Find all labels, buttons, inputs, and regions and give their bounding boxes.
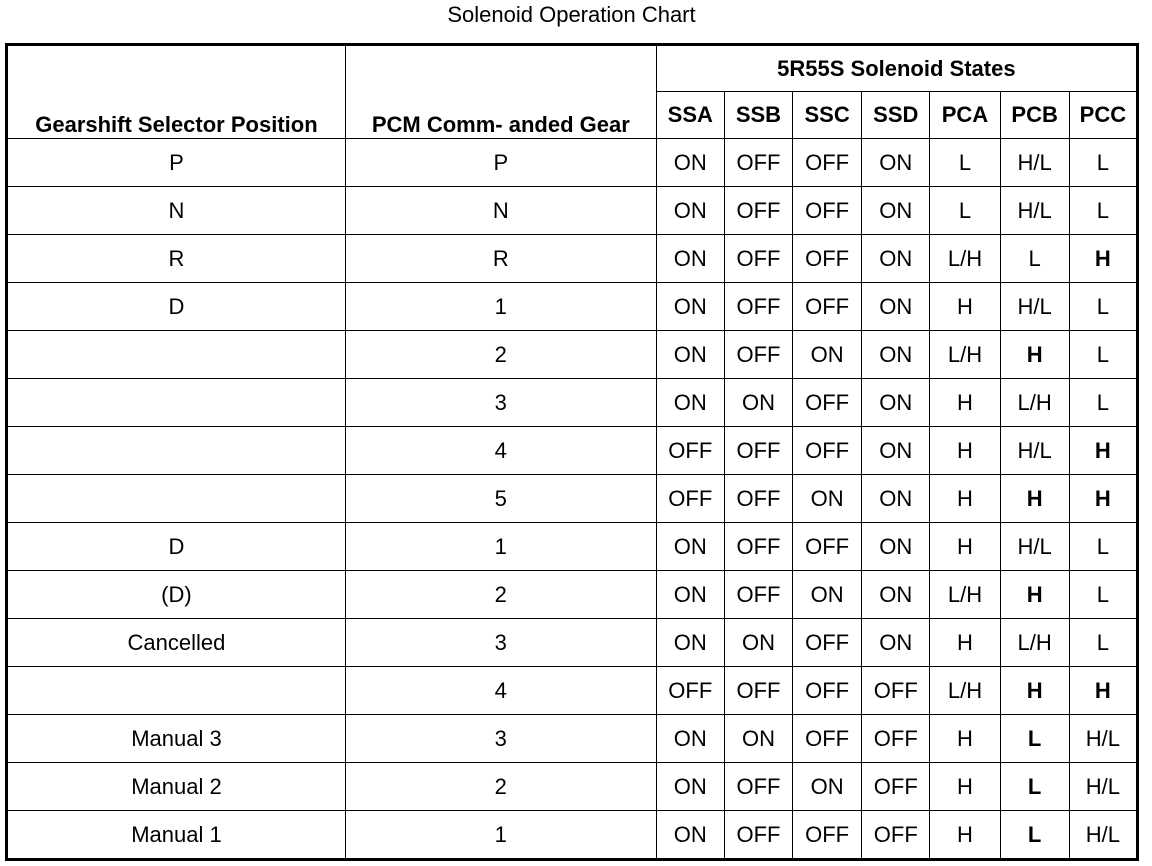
cell-ssc: OFF xyxy=(793,715,862,763)
table-row xyxy=(7,763,1138,811)
cell-pcb: L xyxy=(1000,811,1069,860)
cell-pcb: L/H xyxy=(1000,619,1069,667)
cell-ssb: OFF xyxy=(724,571,792,619)
cell-ssc: OFF xyxy=(793,235,862,283)
cell-pca: H xyxy=(930,475,1000,523)
cell-commanded-gear: R xyxy=(345,235,656,283)
cell-pcc: L xyxy=(1069,523,1137,571)
cell-ssb: OFF xyxy=(724,139,792,187)
cell-commanded-gear: 2 xyxy=(345,331,656,379)
table-row xyxy=(7,571,1138,619)
cell-ssb: ON xyxy=(724,619,792,667)
table-row xyxy=(7,523,1138,571)
cell-ssd: ON xyxy=(862,139,930,187)
table-row xyxy=(7,619,1138,667)
cell-ssa: ON xyxy=(656,139,724,187)
cell-pcc: H/L xyxy=(1069,763,1137,811)
cell-ssd: ON xyxy=(862,475,930,523)
cell-selector-position: P xyxy=(7,139,346,187)
cell-pcc: L xyxy=(1069,187,1137,235)
cell-pca: H xyxy=(930,427,1000,475)
cell-pcc: H/L xyxy=(1069,715,1137,763)
cell-selector-position: Manual 2 xyxy=(7,763,346,811)
cell-ssc: OFF xyxy=(793,619,862,667)
cell-ssa: ON xyxy=(656,523,724,571)
table-row xyxy=(7,475,1138,523)
cell-pcc: H xyxy=(1069,475,1137,523)
table-row xyxy=(7,331,1138,379)
cell-pca: L/H xyxy=(930,667,1000,715)
cell-pcb: H/L xyxy=(1000,187,1069,235)
cell-ssd: OFF xyxy=(862,667,930,715)
table-row xyxy=(7,427,1138,475)
cell-pca: H xyxy=(930,811,1000,860)
cell-ssd: OFF xyxy=(862,763,930,811)
cell-selector-position: Cancelled xyxy=(7,619,346,667)
cell-ssd: ON xyxy=(862,523,930,571)
cell-selector-position xyxy=(7,379,346,427)
cell-selector-position xyxy=(7,667,346,715)
cell-commanded-gear: 1 xyxy=(345,283,656,331)
cell-ssd: ON xyxy=(862,619,930,667)
cell-ssc: OFF xyxy=(793,283,862,331)
cell-ssb: OFF xyxy=(724,811,792,860)
header-commanded-gear: PCM Comm- anded Gear xyxy=(345,45,656,139)
cell-selector-position: (D) xyxy=(7,571,346,619)
cell-commanded-gear: 3 xyxy=(345,619,656,667)
cell-ssa: OFF xyxy=(656,427,724,475)
header-pcb: PCB xyxy=(1000,92,1069,139)
cell-selector-position xyxy=(7,331,346,379)
cell-ssd: ON xyxy=(862,379,930,427)
cell-pca: H xyxy=(930,379,1000,427)
cell-pcb: H/L xyxy=(1000,283,1069,331)
cell-commanded-gear: 2 xyxy=(345,763,656,811)
cell-ssd: ON xyxy=(862,283,930,331)
cell-pca: L xyxy=(930,139,1000,187)
cell-ssb: ON xyxy=(724,715,792,763)
cell-ssd: ON xyxy=(862,187,930,235)
cell-ssa: OFF xyxy=(656,475,724,523)
table-row xyxy=(7,283,1138,331)
cell-commanded-gear: 5 xyxy=(345,475,656,523)
cell-pcb: L/H xyxy=(1000,379,1069,427)
cell-selector-position: D xyxy=(7,283,346,331)
cell-pca: H xyxy=(930,715,1000,763)
cell-ssc: ON xyxy=(793,763,862,811)
cell-commanded-gear: 1 xyxy=(345,811,656,860)
cell-pcc: H xyxy=(1069,667,1137,715)
header-solenoid-states-group: 5R55S Solenoid States xyxy=(656,45,1137,92)
cell-commanded-gear: 4 xyxy=(345,427,656,475)
cell-ssb: OFF xyxy=(724,331,792,379)
cell-ssa: ON xyxy=(656,187,724,235)
cell-pca: H xyxy=(930,283,1000,331)
cell-selector-position: Manual 1 xyxy=(7,811,346,860)
cell-ssc: ON xyxy=(793,331,862,379)
cell-pcb: H xyxy=(1000,571,1069,619)
cell-commanded-gear: 3 xyxy=(345,379,656,427)
cell-ssc: ON xyxy=(793,571,862,619)
cell-commanded-gear: 1 xyxy=(345,523,656,571)
cell-ssb: OFF xyxy=(724,475,792,523)
cell-selector-position xyxy=(7,427,346,475)
cell-ssc: OFF xyxy=(793,139,862,187)
cell-pcc: H xyxy=(1069,235,1137,283)
cell-selector-position: D xyxy=(7,523,346,571)
cell-ssa: OFF xyxy=(656,667,724,715)
cell-commanded-gear: 3 xyxy=(345,715,656,763)
header-ssa: SSA xyxy=(656,92,724,139)
cell-ssa: ON xyxy=(656,619,724,667)
cell-commanded-gear: N xyxy=(345,187,656,235)
cell-pcc: H xyxy=(1069,427,1137,475)
header-ssb: SSB xyxy=(724,92,792,139)
cell-pcc: L xyxy=(1069,139,1137,187)
cell-selector-position: Manual 3 xyxy=(7,715,346,763)
header-pca: PCA xyxy=(930,92,1000,139)
cell-pcc: L xyxy=(1069,331,1137,379)
cell-ssd: ON xyxy=(862,331,930,379)
cell-pcc: L xyxy=(1069,283,1137,331)
cell-ssd: OFF xyxy=(862,811,930,860)
cell-ssc: OFF xyxy=(793,427,862,475)
table-row xyxy=(7,379,1138,427)
solenoid-table xyxy=(5,43,1139,861)
cell-ssb: OFF xyxy=(724,283,792,331)
cell-selector-position: R xyxy=(7,235,346,283)
header-ssc: SSC xyxy=(793,92,862,139)
cell-pcb: L xyxy=(1000,235,1069,283)
cell-ssb: OFF xyxy=(724,427,792,475)
cell-pcb: L xyxy=(1000,715,1069,763)
cell-ssc: OFF xyxy=(793,523,862,571)
cell-ssa: ON xyxy=(656,715,724,763)
cell-ssa: ON xyxy=(656,235,724,283)
table-row xyxy=(7,667,1138,715)
cell-ssa: ON xyxy=(656,331,724,379)
cell-selector-position xyxy=(7,475,346,523)
cell-ssc: ON xyxy=(793,475,862,523)
cell-ssc: OFF xyxy=(793,667,862,715)
cell-selector-position: N xyxy=(7,187,346,235)
header-row-group xyxy=(7,45,1138,92)
cell-commanded-gear: P xyxy=(345,139,656,187)
cell-pca: L xyxy=(930,187,1000,235)
cell-pca: L/H xyxy=(930,571,1000,619)
cell-pcb: L xyxy=(1000,763,1069,811)
cell-ssa: ON xyxy=(656,763,724,811)
cell-ssd: ON xyxy=(862,427,930,475)
cell-ssd: ON xyxy=(862,235,930,283)
cell-pcb: H xyxy=(1000,331,1069,379)
cell-ssa: ON xyxy=(656,283,724,331)
table-row xyxy=(7,811,1138,860)
cell-ssb: OFF xyxy=(724,763,792,811)
table-row xyxy=(7,235,1138,283)
cell-pcb: H/L xyxy=(1000,523,1069,571)
cell-pca: H xyxy=(930,523,1000,571)
cell-pcc: H/L xyxy=(1069,811,1137,860)
cell-pca: L/H xyxy=(930,331,1000,379)
cell-ssb: OFF xyxy=(724,235,792,283)
cell-pca: H xyxy=(930,619,1000,667)
cell-pcb: H/L xyxy=(1000,139,1069,187)
cell-ssd: OFF xyxy=(862,715,930,763)
cell-pca: L/H xyxy=(930,235,1000,283)
cell-ssb: ON xyxy=(724,379,792,427)
chart-title: Solenoid Operation Chart xyxy=(447,2,696,27)
cell-ssa: ON xyxy=(656,379,724,427)
header-ssd: SSD xyxy=(862,92,930,139)
cell-pcc: L xyxy=(1069,379,1137,427)
cell-ssb: OFF xyxy=(724,667,792,715)
header-pcc: PCC xyxy=(1069,92,1137,139)
header-selector-position: Gearshift Selector Position xyxy=(7,45,346,139)
cell-pcb: H xyxy=(1000,667,1069,715)
cell-pca: H xyxy=(930,763,1000,811)
cell-pcb: H/L xyxy=(1000,427,1069,475)
cell-ssa: ON xyxy=(656,571,724,619)
cell-pcb: H xyxy=(1000,475,1069,523)
cell-commanded-gear: 2 xyxy=(345,571,656,619)
table-row xyxy=(7,187,1138,235)
cell-pcc: L xyxy=(1069,571,1137,619)
cell-pcc: L xyxy=(1069,619,1137,667)
table-row xyxy=(7,139,1138,187)
cell-ssc: OFF xyxy=(793,379,862,427)
cell-ssc: OFF xyxy=(793,187,862,235)
cell-ssa: ON xyxy=(656,811,724,860)
cell-ssd: ON xyxy=(862,571,930,619)
table-body xyxy=(7,139,1138,860)
cell-ssb: OFF xyxy=(724,187,792,235)
cell-commanded-gear: 4 xyxy=(345,667,656,715)
cell-ssb: OFF xyxy=(724,523,792,571)
cell-ssc: OFF xyxy=(793,811,862,860)
table-row xyxy=(7,715,1138,763)
